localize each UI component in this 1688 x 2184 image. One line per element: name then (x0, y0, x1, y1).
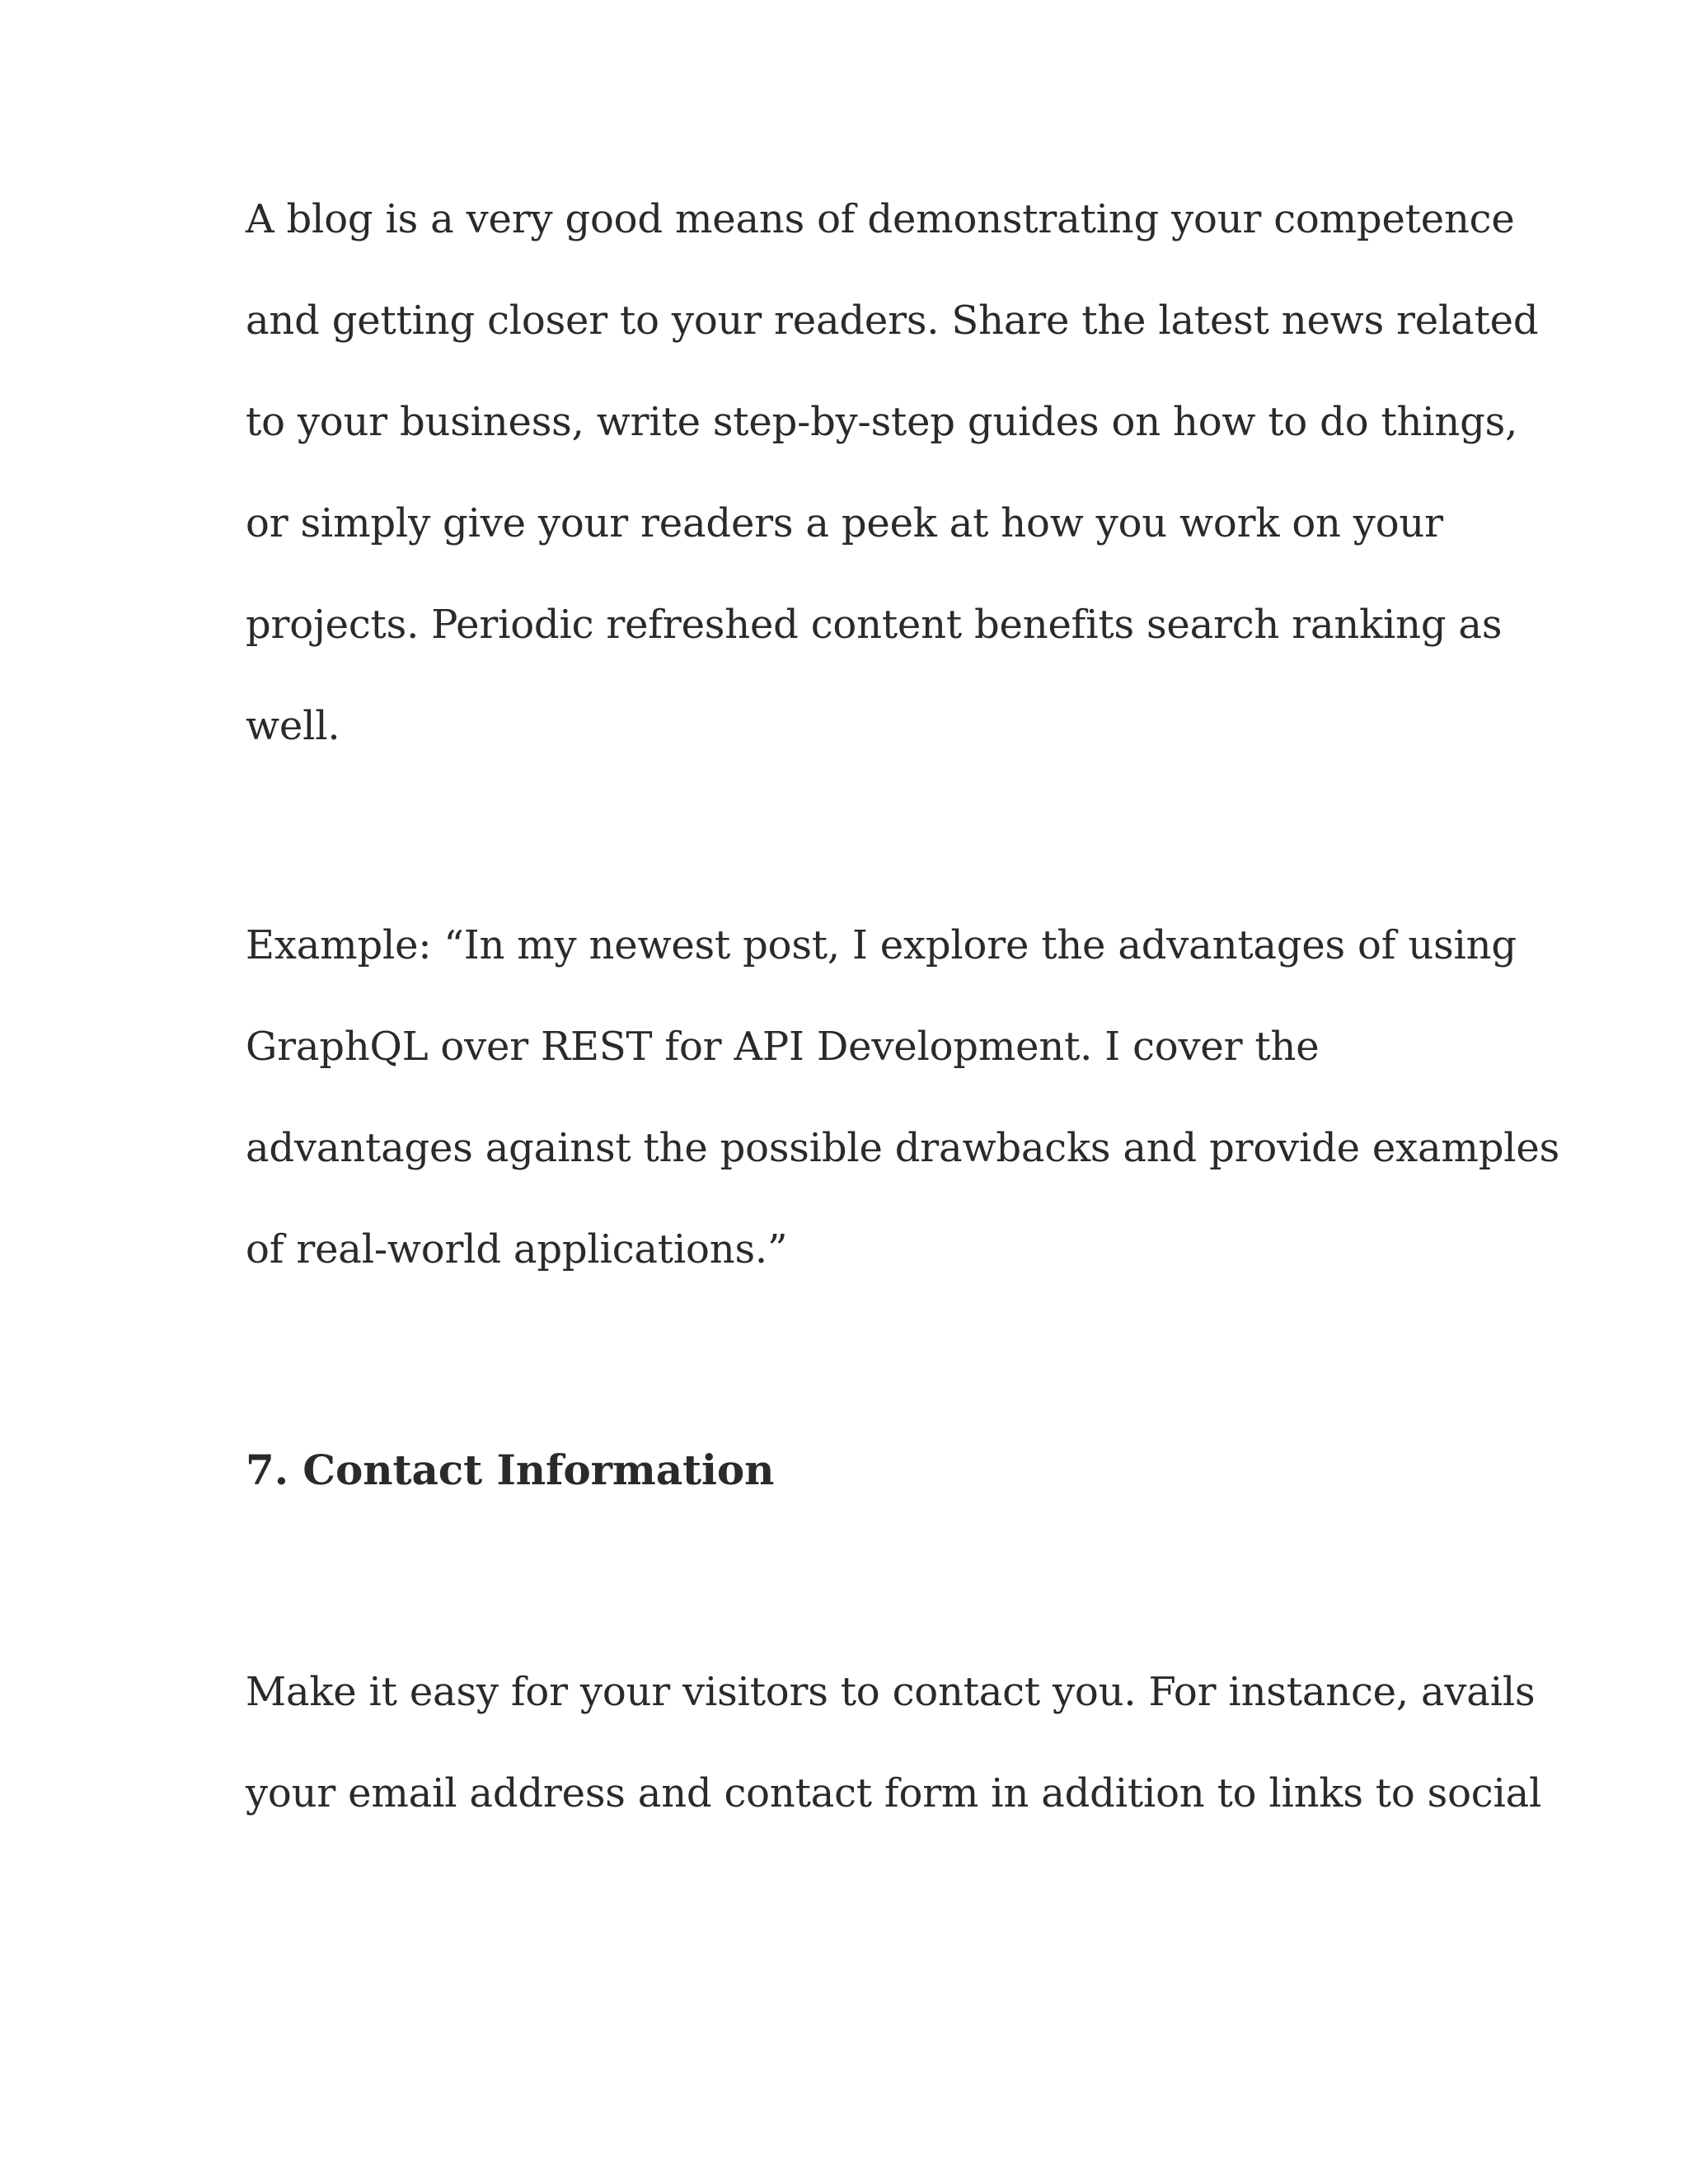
paragraph-line: well. (246, 703, 340, 749)
paragraph-line: GraphQL over REST for API Development. I cover the (246, 1024, 1320, 1070)
paragraph-line: Example: “In my newest post, I explore the advantages of using (246, 922, 1517, 968)
paragraph-line: Make it easy for your visitors to contact you. For instance, avails (246, 1669, 1536, 1715)
paragraph-line: or simply give your readers a peek at how you work on your (246, 500, 1443, 546)
paragraph-line: and getting closer to your readers. Share the latest news related (246, 298, 1539, 344)
paragraph-line: advantages against the possible drawbacks and provide examples (246, 1125, 1560, 1171)
paragraph-line: to your business, write step-by-step guides on how to do things, (246, 399, 1518, 445)
section-heading: 7. Contact Information (246, 1446, 775, 1494)
paragraph-line: your email address and contact form in addition to links to social (246, 1770, 1542, 1816)
paragraph-line: projects. Periodic refreshed content benefits search ranking as (246, 602, 1503, 648)
paragraph-line: A blog is a very good means of demonstrating your competence (246, 196, 1515, 242)
paragraph-line: of real-world applications.” (246, 1226, 788, 1272)
